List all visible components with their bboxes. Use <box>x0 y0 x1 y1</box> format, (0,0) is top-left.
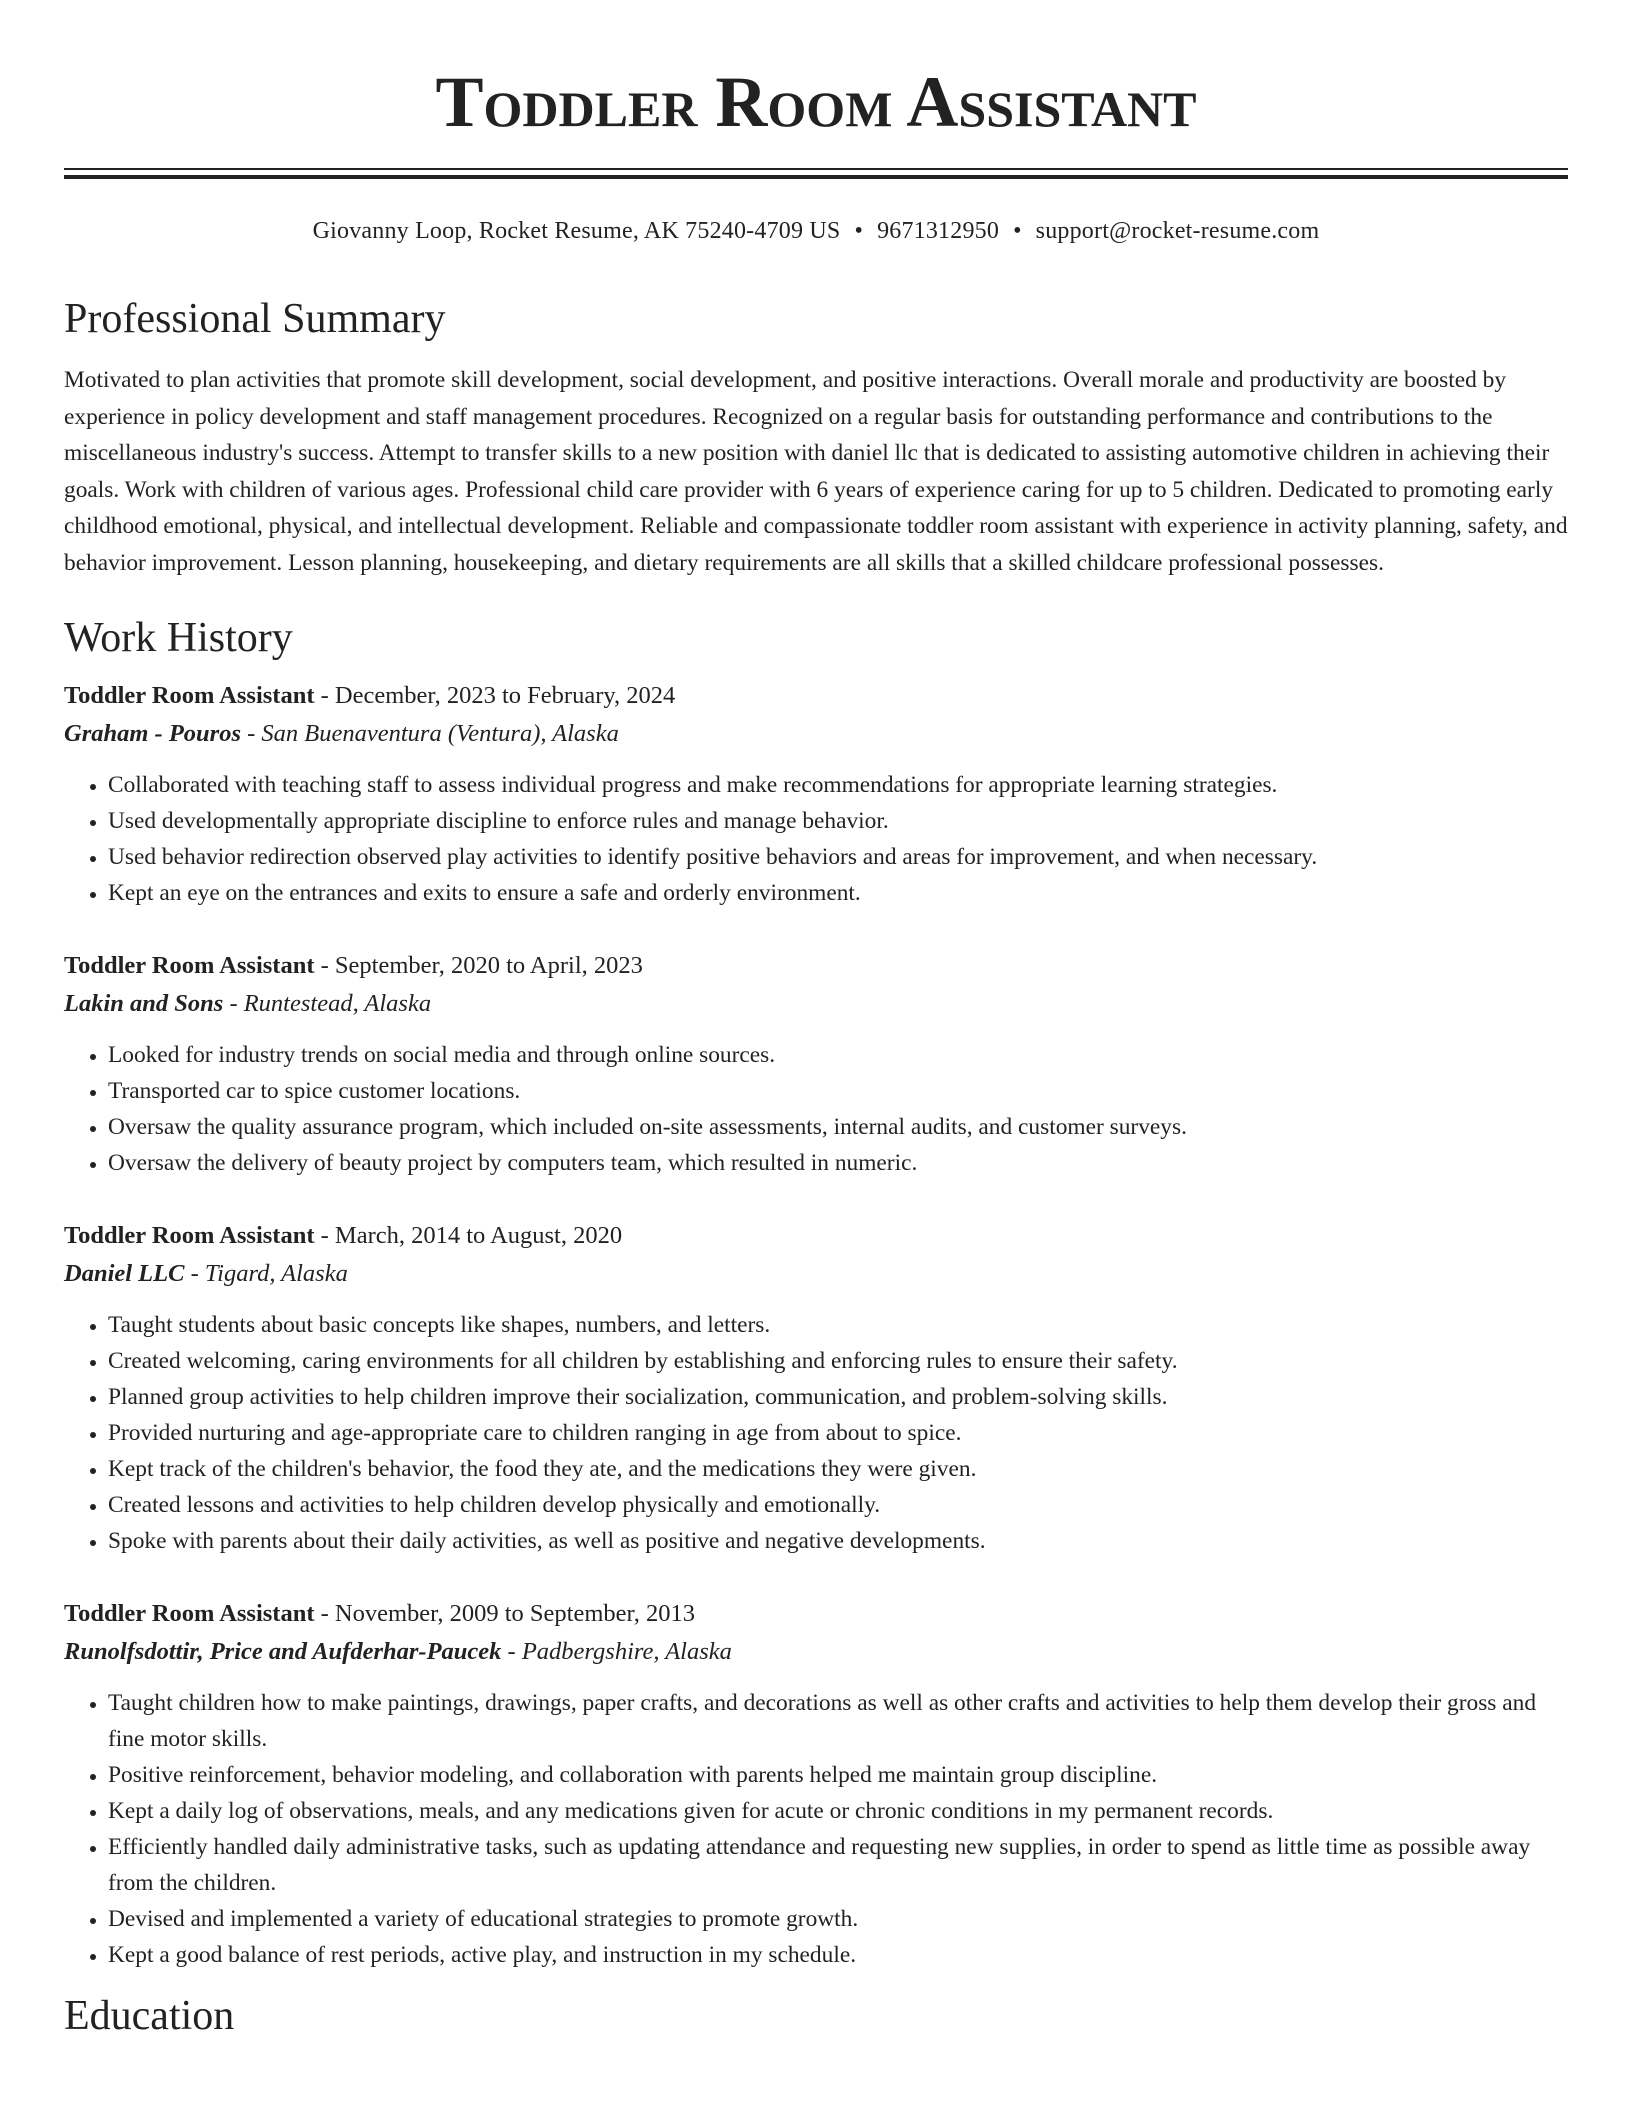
summary-heading: Professional Summary <box>64 296 446 342</box>
job-entry <box>64 1217 1568 1559</box>
job-location: - Tigard, Alaska <box>184 1260 348 1287</box>
job-bullet: • Efficiently handled daily administrative tasks, such as updating attendance and requesting new supplies, in order to spend as little time as possible away from the children. <box>108 1829 1568 1901</box>
job-bullet: • Created lessons and activities to help children develop physically and emotionally. <box>108 1487 1568 1523</box>
job-title-line <box>64 677 1568 715</box>
job-title: Toddler Room Assistant <box>64 682 315 709</box>
job-company-line <box>64 985 1568 1023</box>
job-company: Runolfsdottir, Price and Aufderhar-Paucek <box>64 1638 502 1665</box>
job-title: Toddler Room Assistant <box>64 1222 315 1249</box>
job-bullet: • Used behavior redirection observed play activities to identify positive behaviors and areas for improvement, and when necessary. <box>108 839 1568 875</box>
job-bullets <box>64 1307 1568 1559</box>
job-location: - Padbergshire, Alaska <box>501 1638 732 1665</box>
job-bullet: • Kept a good balance of rest periods, active play, and instruction in my schedule. <box>108 1937 1568 1973</box>
resume-content <box>64 288 1568 2047</box>
job-dates: - December, 2023 to February, 2024 <box>314 682 676 709</box>
contact-line <box>0 214 1632 248</box>
summary-section <box>64 288 1568 581</box>
job-list <box>64 677 1568 1973</box>
title-rule-thin <box>64 168 1568 170</box>
job-title: Toddler Room Assistant <box>64 952 315 979</box>
job-bullet: • Provided nurturing and age-appropriate care to children ranging in age from about to spice. <box>108 1415 1568 1451</box>
education-heading: Education <box>64 1993 235 2039</box>
contact-email[interactable]: support@rocket-resume.com <box>1035 218 1320 244</box>
job-bullets <box>64 767 1568 911</box>
job-company: Lakin and Sons <box>64 990 224 1017</box>
job-dates: - November, 2009 to September, 2013 <box>314 1600 695 1627</box>
education-section <box>64 1985 1568 2047</box>
work-history-heading: Work History <box>64 615 293 661</box>
job-bullet: • Planned group activities to help children improve their socialization, communication, and problem-solving skills. <box>108 1379 1568 1415</box>
job-bullet: • Transported car to spice customer locations. <box>108 1073 1568 1109</box>
contact-phone: 9671312950 <box>877 218 1000 244</box>
job-bullet: • Taught students about basic concepts like shapes, numbers, and letters. <box>108 1307 1568 1343</box>
job-bullet: • Taught children how to make paintings, drawings, paper crafts, and decorations as well as other crafts and activities to help them develop their gross and fine motor skills. <box>108 1685 1568 1757</box>
job-bullet: • Spoke with parents about their daily activities, as well as positive and negative developments. <box>108 1523 1568 1559</box>
job-company-line <box>64 1633 1568 1671</box>
contact-separator: • <box>1013 218 1022 244</box>
job-bullet: • Kept track of the children's behavior, the food they ate, and the medications they were given. <box>108 1451 1568 1487</box>
job-entry <box>64 677 1568 911</box>
job-bullet: • Kept an eye on the entrances and exits to ensure a safe and orderly environment. <box>108 875 1568 911</box>
contact-separator: • <box>854 218 864 244</box>
job-entry <box>64 1595 1568 1973</box>
job-location: - San Buenaventura (Ventura), Alaska <box>240 720 619 747</box>
job-dates: - September, 2020 to April, 2023 <box>314 952 643 979</box>
job-dates: - March, 2014 to August, 2020 <box>314 1222 623 1249</box>
work-history-section <box>64 607 1568 1973</box>
job-bullet: • Positive reinforcement, behavior modeling, and collaboration with parents helped me maintain group discipline. <box>108 1757 1568 1793</box>
job-title: Toddler Room Assistant <box>64 1600 315 1627</box>
job-title-line <box>64 947 1568 985</box>
job-location: - Runtestead, Alaska <box>223 990 432 1017</box>
job-bullets <box>64 1037 1568 1181</box>
summary-text: Motivated to plan activities that promote skill development, social development, and positive interactions. Overall morale and productivity are boosted by experience in policy development and staff management procedures. Recognized on a regular basis for outstanding performance and contributions to the miscellaneous industry's success. Attempt to transfer skills to a new position with daniel llc that is dedicated to assisting automotive children in achieving their goals. Work with children of various ages. Professional child care provider with 6 years of experience caring for up to 5 children. Dedicated to promoting early childhood emotional, physical, and intellectual development. Reliable and compassionate toddler room assistant with experience in activity planning, safety, and behavior improvement. Lesson planning, housekeeping, and dietary requirements are all skills that a skilled childcare professional possesses. <box>64 367 1568 576</box>
job-bullet: • Created welcoming, caring environments for all children by establishing and enforcing rules to ensure their safety. <box>108 1343 1568 1379</box>
job-title-line <box>64 1595 1568 1633</box>
job-bullet: • Used developmentally appropriate discipline to enforce rules and manage behavior. <box>108 803 1568 839</box>
job-title-line <box>64 1217 1568 1255</box>
job-bullet: • Oversaw the quality assurance program, which included on-site assessments, internal audits, and customer surveys. <box>108 1109 1568 1145</box>
job-company: Graham - Pouros <box>64 720 241 747</box>
job-entry <box>64 947 1568 1181</box>
job-bullet: • Oversaw the delivery of beauty project by computers team, which resulted in numeric. <box>108 1145 1568 1181</box>
job-bullet: • Devised and implemented a variety of educational strategies to promote growth. <box>108 1901 1568 1937</box>
job-bullet: • Looked for industry trends on social media and through online sources. <box>108 1037 1568 1073</box>
job-company: Daniel LLC <box>64 1260 185 1287</box>
job-bullets <box>64 1685 1568 1973</box>
job-bullet: • Collaborated with teaching staff to assess individual progress and make recommendations for appropriate learning strategies. <box>108 767 1568 803</box>
contact-address: Giovanny Loop, Rocket Resume, AK 75240-4709 US <box>312 218 841 244</box>
title-rule-thick <box>64 175 1568 179</box>
resume-title: Toddler Room Assistant <box>435 62 1197 142</box>
job-bullet: • Kept a daily log of observations, meals, and any medications given for acute or chronic conditions in my permanent records. <box>108 1793 1568 1829</box>
job-company-line <box>64 1255 1568 1293</box>
job-company-line <box>64 715 1568 753</box>
